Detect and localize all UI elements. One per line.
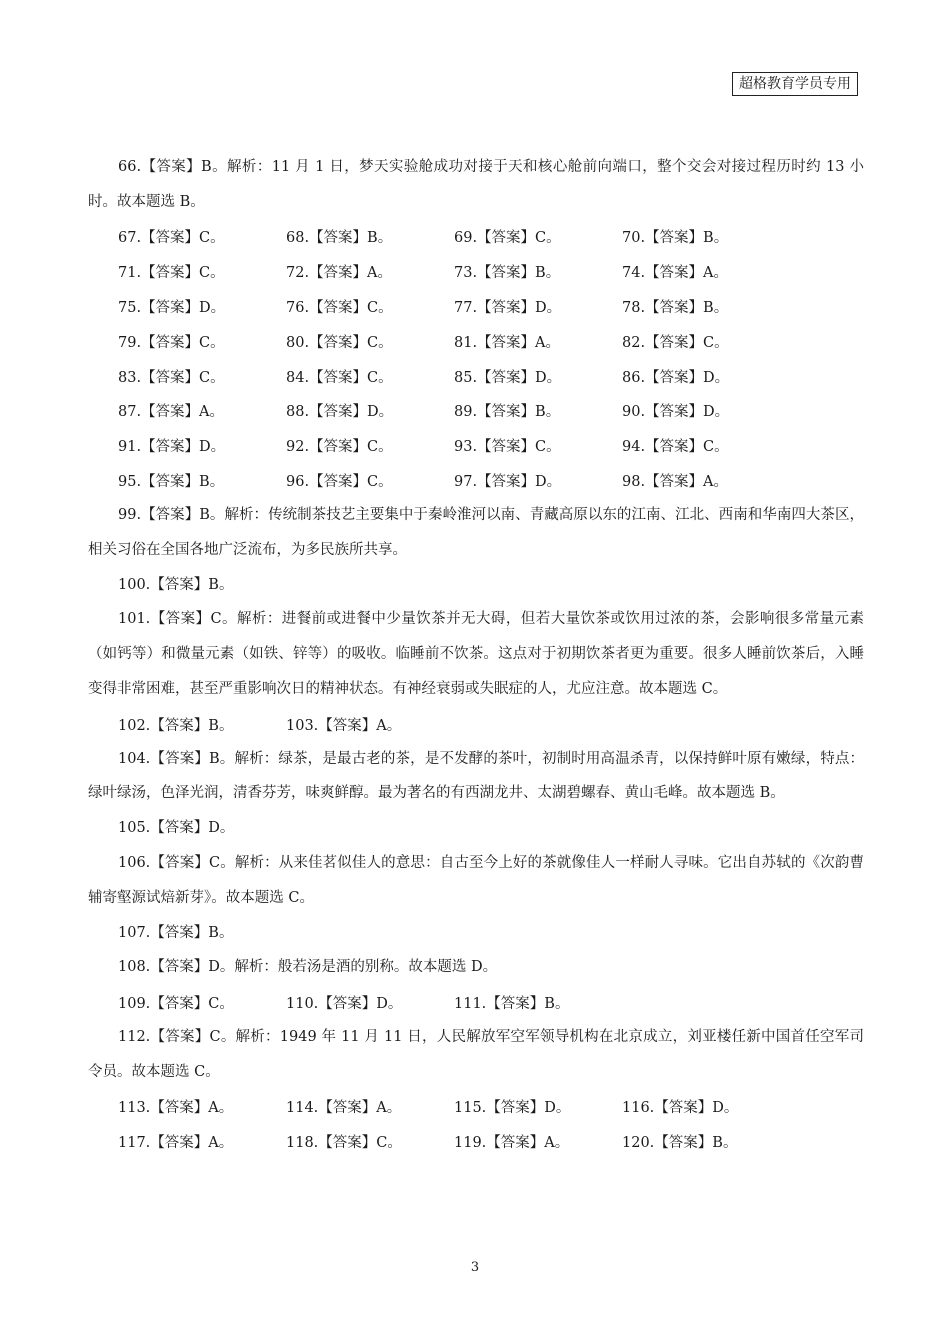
answer-paragraph: 101.【答案】C。解析：进餐前或进餐中少量饮茶并无大碍，但若大量饮茶或饮用过浓的茶，会影响很多常量元素（如钙等）和微量元素（如铁、锌等）的吸收。临睡前不饮茶。这点对于初期饮茶者更为重要。很多人睡前饮茶后，入睡变得非常困难，甚至严重影响次日的精神状态。有神经衰弱或失眠症的人，尤应注意。故本题选 C。 <box>88 611 864 697</box>
answer-row <box>88 428 864 463</box>
answer-paragraph: 66.【答案】B。解析：11 月 1 日，梦天实验舱成功对接于天和核心舱前向端口，整个交会对接过程历时约 13 小时。故本题选 B。 <box>88 159 864 210</box>
answer-paragraph: 112.【答案】C。解析：1949 年 11 月 11 日，人民解放军空军领导机构在北京成立，刘亚楼任新中国首任空军司令员。故本题选 C。 <box>88 1028 864 1080</box>
page-number: 3 <box>470 1260 480 1275</box>
answer-cell: 102.【答案】B。 <box>118 717 234 734</box>
answer-cell: 109.【答案】C。 <box>118 996 234 1013</box>
answer-row <box>88 324 864 359</box>
answer-cell: 91.【答案】D。 <box>118 439 226 456</box>
answer-cell: 76.【答案】C。 <box>286 300 393 317</box>
header-label: 超格教育学员专用 <box>732 72 858 96</box>
answer-cell: 75.【答案】D。 <box>118 300 226 317</box>
answer-cell: 98.【答案】A。 <box>622 474 729 491</box>
answer-cell: 68.【答案】B。 <box>286 230 393 247</box>
answer-cell: 83.【答案】C。 <box>118 369 225 386</box>
answer-cell: 67.【答案】C。 <box>118 230 225 247</box>
answer-row <box>88 707 864 742</box>
answer-cell: 88.【答案】D。 <box>286 404 394 421</box>
answer-cell: 116.【答案】D。 <box>622 1100 739 1117</box>
answer-cell: 73.【答案】B。 <box>454 265 561 282</box>
answer-cell: 97.【答案】D。 <box>454 474 562 491</box>
answer-row <box>88 1090 864 1125</box>
answer-paragraph: 100.【答案】B。 <box>118 576 234 593</box>
answer-content <box>88 150 864 1159</box>
answer-cell: 118.【答案】C。 <box>286 1135 402 1152</box>
answer-cell: 74.【答案】A。 <box>622 265 729 282</box>
answer-cell: 89.【答案】B。 <box>454 404 561 421</box>
answer-cell: 114.【答案】A。 <box>286 1100 402 1117</box>
answer-cell: 113.【答案】A。 <box>118 1100 234 1117</box>
answer-row <box>88 220 864 255</box>
answer-cell: 72.【答案】A。 <box>286 265 393 282</box>
answer-row <box>88 463 864 498</box>
answer-cell: 110.【答案】D。 <box>286 996 403 1013</box>
answer-cell: 86.【答案】D。 <box>622 369 730 386</box>
answer-cell: 119.【答案】A。 <box>454 1135 570 1152</box>
answer-row <box>88 985 864 1020</box>
answer-cell: 87.【答案】A。 <box>118 404 225 421</box>
answer-cell: 94.【答案】C。 <box>622 439 729 456</box>
answer-cell: 78.【答案】B。 <box>622 300 729 317</box>
answer-cell: 77.【答案】D。 <box>454 300 562 317</box>
answer-row <box>88 289 864 324</box>
answer-cell: 93.【答案】C。 <box>454 439 561 456</box>
answer-cell: 90.【答案】D。 <box>622 404 730 421</box>
answer-cell: 96.【答案】C。 <box>286 474 393 491</box>
answer-paragraph: 106.【答案】C。解析：从来佳茗似佳人的意思：自古至今上好的茶就像佳人一样耐人寻味。它出自苏轼的《次韵曹辅寄壑源试焙新芽》。故本题选 C。 <box>88 854 864 906</box>
answer-cell: 82.【答案】C。 <box>622 334 729 351</box>
answer-cell: 115.【答案】D。 <box>454 1100 571 1117</box>
answer-cell: 81.【答案】A。 <box>454 334 561 351</box>
answer-cell: 80.【答案】C。 <box>286 334 393 351</box>
answer-cell: 92.【答案】C。 <box>286 439 393 456</box>
answer-row <box>88 359 864 394</box>
answer-paragraph: 99.【答案】B。解析：传统制茶技艺主要集中于秦岭淮河以南、青藏高原以东的江南、江北、西南和华南四大茶区，相关习俗在全国各地广泛流布，为多民族所共享。 <box>88 506 864 558</box>
answer-cell: 111.【答案】B。 <box>454 996 570 1013</box>
answer-cell: 95.【答案】B。 <box>118 474 225 491</box>
answer-paragraph: 107.【答案】B。 <box>118 924 234 941</box>
answer-cell: 70.【答案】B。 <box>622 230 729 247</box>
answer-cell: 79.【答案】C。 <box>118 334 225 351</box>
answer-cell: 103.【答案】A。 <box>286 717 402 734</box>
answer-cell: 71.【答案】C。 <box>118 265 225 282</box>
answer-cell: 85.【答案】D。 <box>454 369 562 386</box>
answer-paragraph: 108.【答案】D。解析：般若汤是酒的别称。故本题选 D。 <box>118 959 498 976</box>
answer-paragraph: 104.【答案】B。解析：绿茶，是最古老的茶，是不发酵的茶叶，初制时用高温杀青，以保持鲜叶原有嫩绿，特点：绿叶绿汤，色泽光润，清香芬芳，味爽鲜醇。最为著名的有西湖龙井、太湖碧螺春、黄山毛峰。故本题选 B。 <box>88 750 864 802</box>
answer-cell: 69.【答案】C。 <box>454 230 561 247</box>
answer-row <box>88 1124 864 1159</box>
answer-cell: 84.【答案】C。 <box>286 369 393 386</box>
answer-row <box>88 254 864 289</box>
answer-row <box>88 394 864 429</box>
answer-cell: 117.【答案】A。 <box>118 1135 234 1152</box>
answer-cell: 120.【答案】B。 <box>622 1135 738 1152</box>
answer-paragraph: 105.【答案】D。 <box>118 820 235 837</box>
